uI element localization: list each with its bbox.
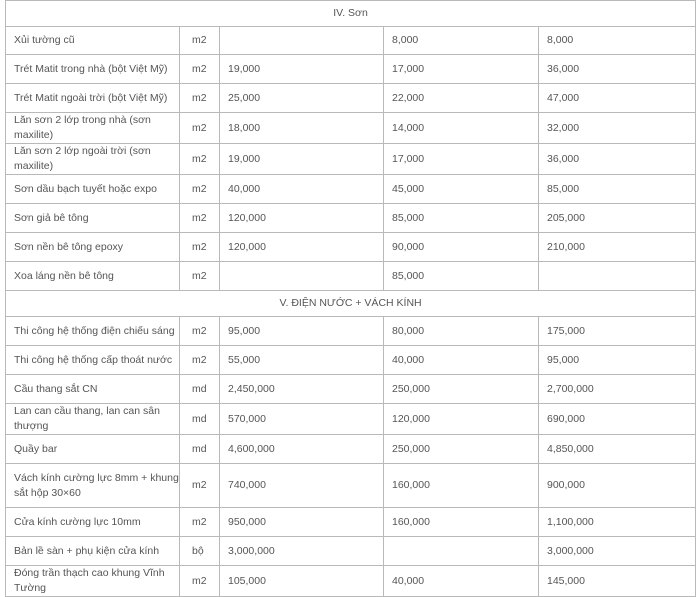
price-col-2: 250,000 [384,435,539,464]
price-col-3: 900,000 [539,464,696,508]
price-col-3: 175,000 [539,317,696,346]
item-unit: md [180,375,220,404]
table-row [6,144,696,175]
price-col-3: 3,000,000 [539,537,696,566]
item-name: Sơn dầu bạch tuyết hoặc expo [6,175,180,204]
price-col-1: 19,000 [220,55,384,84]
item-unit: m2 [180,55,220,84]
item-name: Cầu thang sắt CN [6,375,180,404]
price-col-1: 120,000 [220,233,384,262]
table-row [6,317,696,346]
item-name: Vách kính cường lực 8mm + khung sắt hộp 30×60 [6,464,180,508]
item-name: Trét Matit trong nhà (bột Việt Mỹ) [6,55,180,84]
item-unit: m2 [180,566,220,597]
item-unit: m2 [180,233,220,262]
item-unit: m2 [180,144,220,175]
section-header-row [6,1,696,27]
item-unit: m2 [180,113,220,144]
table-row [6,262,696,291]
item-unit: m2 [180,84,220,113]
price-col-1: 2,450,000 [220,375,384,404]
price-col-1: 18,000 [220,113,384,144]
price-col-1: 19,000 [220,144,384,175]
price-col-2: 22,000 [384,84,539,113]
price-col-1 [220,262,384,291]
table-row [6,55,696,84]
item-unit: md [180,435,220,464]
item-unit: m2 [180,27,220,55]
item-name: Lan can cầu thang, lan can sân thượng [6,404,180,435]
price-col-2: 17,000 [384,144,539,175]
price-col-2: 85,000 [384,204,539,233]
item-name: Trét Matit ngoài trời (bột Việt Mỹ) [6,84,180,113]
item-unit: m2 [180,464,220,508]
price-col-2: 40,000 [384,346,539,375]
table-row [6,464,696,508]
item-name: Bản lề sàn + phụ kiện cửa kính [6,537,180,566]
price-col-3: 47,000 [539,84,696,113]
section-header-row [6,291,696,317]
table-row [6,233,696,262]
section-title: IV. Sơn [6,1,696,27]
price-col-3: 95,000 [539,346,696,375]
item-name: Cửa kính cường lực 10mm [6,508,180,537]
table-row [6,113,696,144]
price-col-3: 1,100,000 [539,508,696,537]
price-col-1: 950,000 [220,508,384,537]
table-row [6,508,696,537]
item-name: Lăn sơn 2 lớp trong nhà (sơn maxilite) [6,113,180,144]
table-row [6,204,696,233]
price-col-1: 4,600,000 [220,435,384,464]
price-col-3: 85,000 [539,175,696,204]
table-row [6,346,696,375]
item-unit: m2 [180,175,220,204]
price-col-3: 36,000 [539,144,696,175]
item-name: Đóng trần thạch cao khung Vĩnh Tường [6,566,180,597]
price-col-2: 80,000 [384,317,539,346]
item-name: Thi công hệ thống điện chiếu sáng [6,317,180,346]
price-col-2: 8,000 [384,27,539,55]
price-col-3: 4,850,000 [539,435,696,464]
price-col-2: 45,000 [384,175,539,204]
price-col-2: 17,000 [384,55,539,84]
price-table [5,0,696,597]
item-unit: md [180,404,220,435]
price-col-1: 25,000 [220,84,384,113]
item-unit: bộ [180,537,220,566]
item-unit: m2 [180,204,220,233]
item-name: Quầy bar [6,435,180,464]
price-col-1: 40,000 [220,175,384,204]
table-row [6,435,696,464]
table-row [6,404,696,435]
price-col-3: 36,000 [539,55,696,84]
table-row [6,175,696,204]
item-unit: m2 [180,346,220,375]
table-row [6,537,696,566]
price-table-body [6,1,696,597]
price-col-1: 95,000 [220,317,384,346]
price-col-2: 160,000 [384,464,539,508]
price-col-2 [384,537,539,566]
price-col-2: 85,000 [384,262,539,291]
price-col-2: 14,000 [384,113,539,144]
table-row [6,27,696,55]
price-col-3: 8,000 [539,27,696,55]
item-name: Xủi tường cũ [6,27,180,55]
item-unit: m2 [180,317,220,346]
item-name: Sơn giả bê tông [6,204,180,233]
item-name: Sơn nền bê tông epoxy [6,233,180,262]
price-col-3: 2,700,000 [539,375,696,404]
section-title: V. ĐIỆN NƯỚC + VÁCH KÍNH [6,291,696,317]
price-col-3 [539,262,696,291]
price-col-1: 3,000,000 [220,537,384,566]
table-row [6,566,696,597]
price-col-1: 55,000 [220,346,384,375]
item-name: Thi công hệ thống cấp thoát nước [6,346,180,375]
price-col-2: 160,000 [384,508,539,537]
table-row [6,375,696,404]
item-name: Lăn sơn 2 lớp ngoài trời (sơn maxilite) [6,144,180,175]
price-col-2: 90,000 [384,233,539,262]
price-col-2: 40,000 [384,566,539,597]
price-col-3: 32,000 [539,113,696,144]
table-row [6,84,696,113]
price-col-1 [220,27,384,55]
price-col-2: 250,000 [384,375,539,404]
price-col-3: 145,000 [539,566,696,597]
price-col-2: 120,000 [384,404,539,435]
price-col-3: 690,000 [539,404,696,435]
item-unit: m2 [180,508,220,537]
item-name: Xoa láng nền bê tông [6,262,180,291]
price-col-3: 205,000 [539,204,696,233]
price-col-1: 740,000 [220,464,384,508]
price-col-1: 105,000 [220,566,384,597]
price-col-3: 210,000 [539,233,696,262]
price-col-1: 570,000 [220,404,384,435]
item-unit: m2 [180,262,220,291]
price-col-1: 120,000 [220,204,384,233]
